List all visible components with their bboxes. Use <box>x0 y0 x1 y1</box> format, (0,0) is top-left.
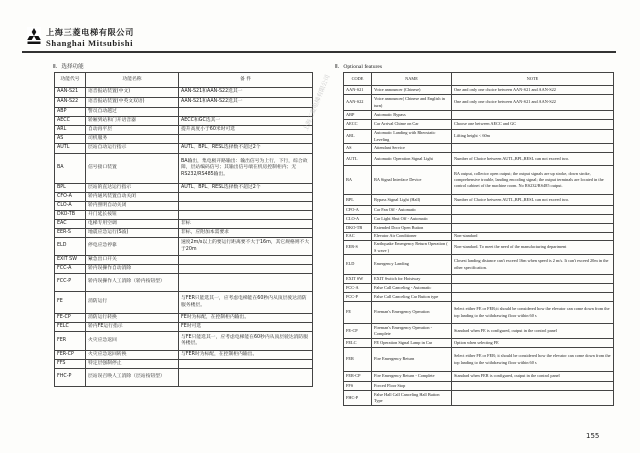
cell-name: Elevator Air Conditioner <box>372 233 452 241</box>
table-row <box>55 314 313 323</box>
cell-note: 与FER只能选其一，应考虑电梯能在60秒内从顶层驶达消防服务楼层。 <box>179 292 313 314</box>
table-row <box>55 184 313 193</box>
table-row <box>55 369 313 387</box>
cell-name: 警员自动越过 <box>86 108 179 117</box>
cell-code: FE-CP <box>344 324 372 339</box>
cell-name: Car Arrival Chime on Car <box>372 120 452 130</box>
table-row <box>55 323 313 332</box>
table-row <box>55 238 313 256</box>
header-note: NOTE <box>452 73 614 86</box>
cell-note: BA output, collector open output; the output signals are up stroke, down stroke, comprehensive trouble, landing encoding signal; the output terminals are located in the control cabinet of the machine room. No RS232/RS485 output. <box>452 166 614 195</box>
cell-code: FHC-P <box>344 391 372 406</box>
cell-note <box>452 144 614 153</box>
table-row <box>344 391 614 406</box>
cell-code: AAN-S21 <box>55 88 86 98</box>
cell-note <box>452 391 614 406</box>
cell-name: Attendant Service <box>372 144 452 153</box>
cell-name: 开门延长按钮 <box>86 211 179 220</box>
header-name: 功能名称 <box>86 73 179 88</box>
cell-note <box>452 293 614 302</box>
table-row <box>55 135 313 144</box>
cell-code: FE <box>344 302 372 324</box>
cell-name: Voice announcer (Chinese) <box>372 86 452 95</box>
table-row <box>344 144 614 153</box>
cell-note <box>179 274 313 292</box>
cell-name: 特定层强制停止 <box>86 360 179 369</box>
cell-note: AAN-S21和AAN-S22选其一 <box>179 98 313 108</box>
table-row <box>55 220 313 229</box>
cell-code: DKO-TB <box>344 224 372 233</box>
table-row <box>344 206 614 215</box>
cell-code: FCC-P <box>55 274 86 292</box>
cell-code: FHC-P <box>55 369 86 387</box>
cell-code: DKO-TB <box>55 211 86 220</box>
cell-code: FELC <box>344 339 372 348</box>
cell-code: EXIT SW <box>344 275 372 284</box>
cell-note <box>179 256 313 265</box>
cell-name: 轿内误操作人工消除（轿内按钮型） <box>86 274 179 292</box>
cell-code: EER-S <box>344 241 372 255</box>
cell-note: AUTL、BPL、RESL选择数不超过2个 <box>179 184 313 193</box>
table-row <box>55 292 313 314</box>
table-row <box>344 241 614 255</box>
cell-code: FE <box>55 292 86 314</box>
table-row <box>55 144 313 154</box>
cell-note <box>179 108 313 117</box>
cell-note: One and only one choice between AAN-S21 and AAN-S22 <box>452 86 614 95</box>
cell-note <box>179 211 313 220</box>
cell-note: Choose one between AECC and GC <box>452 120 614 130</box>
cell-code: AS <box>344 144 372 153</box>
cell-code: ELD <box>344 255 372 275</box>
table-row <box>55 98 313 108</box>
cell-note <box>452 224 614 233</box>
cell-name: 自动再平层 <box>86 126 179 135</box>
table-row <box>344 95 614 111</box>
cell-note: Non-standard. To meet the need of the manufacturing department <box>452 241 614 255</box>
table-row <box>344 339 614 348</box>
table-row <box>55 117 313 126</box>
cell-note: AUTL、BPL、RESL选择数不超过2个 <box>179 144 313 154</box>
cell-code: FFS <box>344 382 372 391</box>
table-row <box>55 88 313 98</box>
cell-note <box>452 275 614 284</box>
table-row <box>55 360 313 369</box>
cell-name: False Call Canceling Car Button type <box>372 293 452 302</box>
cell-code: AAN-S22 <box>55 98 86 108</box>
table-row <box>55 229 313 238</box>
cell-name: 消防运行转换 <box>86 314 179 323</box>
cell-name: 轿厢到站和门开语音器 <box>86 117 179 126</box>
cell-code: FCC-A <box>55 265 86 274</box>
cell-code: CFO-A <box>55 193 86 202</box>
cell-name: 司机服务 <box>86 135 179 144</box>
cell-name: Automatic Operation Signal Light <box>372 153 452 166</box>
cell-name: 停电应急停靠 <box>86 238 179 256</box>
cell-name: Bypass Signal Light (Hall) <box>372 195 452 206</box>
cell-code: CFO-A <box>344 206 372 215</box>
cell-name: BA Signal Interface Device <box>372 166 452 195</box>
cell-name: 层站自动运行指示 <box>86 144 179 154</box>
cell-name: Voice announcer( Chinese and English in turn) <box>372 95 452 111</box>
cell-code: AS <box>55 135 86 144</box>
table-row <box>344 120 614 130</box>
cell-code: FER-CP <box>55 351 86 360</box>
table-row <box>344 111 614 120</box>
cell-code: FER-CP <box>344 372 372 382</box>
table-row <box>344 324 614 339</box>
header-divider <box>22 51 616 53</box>
cell-code: AUTL <box>55 144 86 154</box>
table-row <box>344 224 614 233</box>
cell-code: CLO-A <box>344 215 372 224</box>
cell-note: Number of Choice between AUTL,BPL,RESL can not exceed two. <box>452 195 614 206</box>
cell-note: Closest landing distance can't exceed 16m when speed is 2 m/s. It can't exceed 20m in the other specification. <box>452 255 614 275</box>
cell-code: AECC <box>344 120 372 130</box>
cell-code: BPL <box>344 195 372 206</box>
cell-code: ARL <box>344 130 372 144</box>
cell-name: 层站误召唤人工消除（层站按钮型） <box>86 369 179 387</box>
cell-name: 层站的直达运行指示 <box>86 184 179 193</box>
watermark-stamp: 上海三菱电梯有限公司 <box>302 73 332 133</box>
cell-note <box>179 193 313 202</box>
table-row <box>344 130 614 144</box>
cell-note: Standard when FER is configured, output in the control panel <box>452 372 614 382</box>
cell-name: 轿内误操作自动消除 <box>86 265 179 274</box>
cell-code: AAN-S21 <box>344 86 372 95</box>
table-row <box>344 293 614 302</box>
table-row <box>55 332 313 351</box>
cell-name: Automatic Landing with Rheostatic Leveling <box>372 130 452 144</box>
cell-note: FE时可选 <box>179 323 313 332</box>
cell-note: Non-standard <box>452 233 614 241</box>
cell-note <box>179 135 313 144</box>
table-row <box>344 382 614 391</box>
cell-code: AECC <box>55 117 86 126</box>
table-row <box>344 215 614 224</box>
cell-note: Select either FE or FER;it should be considered how the elevator can come down from the top landing to the withdrawing floor within 60 s <box>452 302 614 324</box>
cell-note: Select either FE or FER; it should be considered how the elevator can come down from the top landing to the withdrawing floor within 60 s <box>452 348 614 372</box>
cell-name: EXIT Switch for Hoistway <box>372 275 452 284</box>
right-section-title: Ⅱ．Optional features <box>335 64 383 70</box>
table-row <box>344 284 614 293</box>
brand-name-english: Shanghai Mitsubishi <box>46 38 134 48</box>
cell-note: 与FER时为标配，在控制柜内输出。 <box>179 351 313 360</box>
table-row <box>344 166 614 195</box>
cell-name: Fire Emergency Return <box>372 348 452 372</box>
mitsubishi-logo-icon <box>27 27 41 45</box>
cell-note: One and only one choice between AAN-S21 and AAN-S22 <box>452 95 614 111</box>
cell-code: FER <box>55 332 86 351</box>
table-row <box>55 256 313 265</box>
table-row <box>55 154 313 184</box>
table-row <box>344 153 614 166</box>
brand-name-chinese: 上海三菱电梯有限公司 <box>46 27 134 37</box>
cell-name: 消防运行 <box>86 292 179 314</box>
cell-note: 提升高度小于60米时可选 <box>179 126 313 135</box>
table-row <box>55 274 313 292</box>
cell-note: 非标 <box>179 220 313 229</box>
cell-note <box>452 206 614 215</box>
cell-note <box>179 202 313 211</box>
table-row <box>344 255 614 275</box>
cell-note: Option when selecting FE <box>452 339 614 348</box>
table-row <box>344 275 614 284</box>
cell-name: 火灾应急返回 <box>86 332 179 351</box>
cell-name: 轿内FE运行指示 <box>86 323 179 332</box>
cell-name: Extended Door Open Button <box>372 224 452 233</box>
table-row <box>55 211 313 220</box>
cell-code: FER <box>344 348 372 372</box>
cell-code: ABP <box>344 111 372 120</box>
cell-note: AAN-S21和AAN-S22选其一 <box>179 88 313 98</box>
cell-name: 紧急出口开关 <box>86 256 179 265</box>
cell-code: BA <box>55 154 86 184</box>
cell-note <box>452 284 614 293</box>
cell-note: FE时为标配，在控制柜内输出。 <box>179 314 313 323</box>
cell-name: 轿内照明自动关闭 <box>86 202 179 211</box>
cell-note: 速度2m/s以上的要运行距离要不大于16m，其它规格则不大于20m <box>179 238 313 256</box>
cell-note <box>452 382 614 391</box>
cell-code: EAC <box>344 233 372 241</box>
cell-name: Fire Emergency Return - Complete <box>372 372 452 382</box>
cell-note: 非标，应附加本需要求 <box>179 229 313 238</box>
table-row <box>55 193 313 202</box>
cell-name: Car Light Shut Off - Automatic <box>372 215 452 224</box>
cell-name: Fireman's Emergency Operation <box>372 302 452 324</box>
table-row <box>55 202 313 211</box>
cell-name: Emergency Landing <box>372 255 452 275</box>
table-row <box>344 195 614 206</box>
cell-note <box>179 265 313 274</box>
cell-code: EAC <box>55 220 86 229</box>
table-row <box>55 126 313 135</box>
cell-code: FELC <box>55 323 86 332</box>
cell-code: FE-CP <box>55 314 86 323</box>
header-note: 备 件 <box>179 73 313 88</box>
cell-code: ELD <box>55 238 86 256</box>
table-row <box>55 108 313 117</box>
cell-code: BPL <box>55 184 86 193</box>
cell-name: Earthquake Emergency Return Operation ( S wave ) <box>372 241 452 255</box>
cell-code: EER-S <box>55 229 86 238</box>
cell-note: 与FE只能选其一，应考虑电梯能在60秒内从顶层驶达消防服务楼层。 <box>179 332 313 351</box>
cell-code: AAN-S22 <box>344 95 372 111</box>
table-row <box>344 348 614 372</box>
cell-note: Number of Choice between AUTL,BPL,RESL can not exceed two. <box>452 153 614 166</box>
header-name: NAME <box>372 73 452 86</box>
cell-code: BA <box>344 166 372 195</box>
cell-name: False Hall Call Canceling Hall Button Type <box>372 391 452 406</box>
cell-name: 语音报站装置(中文) <box>86 88 179 98</box>
table-row <box>344 302 614 324</box>
cell-name: Automatic Bypass <box>372 111 452 120</box>
left-section-title: Ⅱ．选择功能 <box>53 64 84 70</box>
table-row <box>344 233 614 241</box>
cell-note: AECC和GC选其一 <box>179 117 313 126</box>
table-row <box>55 265 313 274</box>
cell-note <box>452 215 614 224</box>
cell-name: 轿内通风装置自动关闭 <box>86 193 179 202</box>
cell-name: 语音报站装置(中英文双语) <box>86 98 179 108</box>
cell-code: FCC-A <box>344 284 372 293</box>
cell-note <box>179 369 313 387</box>
cell-name: False Call Canceling - Automatic <box>372 284 452 293</box>
cell-note: Lifting height < 60m <box>452 130 614 144</box>
page-number: 155 <box>586 432 600 440</box>
header-code: 功能代号 <box>55 73 86 88</box>
cell-code: ARL <box>55 126 86 135</box>
cell-name: 电梯专用空调 <box>86 220 179 229</box>
cell-code: FCC-P <box>344 293 372 302</box>
cell-code: CLO-A <box>55 202 86 211</box>
cell-note: Standard when FE is configured, output in the control panel <box>452 324 614 339</box>
cell-note <box>452 111 614 120</box>
table-row <box>344 372 614 382</box>
cell-code: FFS <box>55 360 86 369</box>
header-code: CODE <box>344 73 372 86</box>
cell-name: FE Operation Signal Lamp in Car <box>372 339 452 348</box>
cell-code: AUTL <box>344 153 372 166</box>
cell-name: Forced Floor Stop <box>372 382 452 391</box>
optional-features-table-english <box>343 72 614 406</box>
cell-name: 信号接口装置 <box>86 154 179 184</box>
cell-name: 地震应急运行(S波) <box>86 229 179 238</box>
cell-code: ABP <box>55 108 86 117</box>
table-row <box>344 86 614 95</box>
cell-name: Fireman's Emergency Operation - Complete <box>372 324 452 339</box>
cell-name: 火灾应急返回转换 <box>86 351 179 360</box>
cell-note: BA输出，集电极开路输出：输出信号为上行，下行，综合故障，层站编码信号；其输出信号端在机房控制柜内；无RS232/RS485输出。 <box>179 154 313 184</box>
cell-code: EXIT SW <box>55 256 86 265</box>
cell-note <box>179 360 313 369</box>
table-row <box>55 351 313 360</box>
optional-features-table-chinese <box>54 72 313 387</box>
cell-name: Car Fan Off - Automatic <box>372 206 452 215</box>
